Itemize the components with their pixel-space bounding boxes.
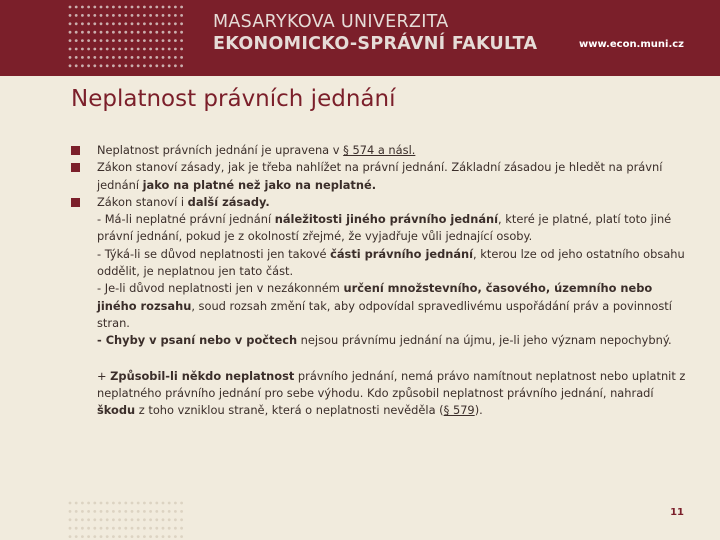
sub-paragraph: - Má-li neplatné právní jednání náležitosti jiného právního jednání, které je platné, platí toto jiné právní jednání, pokud je z okolností zřejmé, že vyjadřuje vůli jednající osoby. <box>97 212 672 244</box>
spacer <box>71 350 691 368</box>
sub-paragraph: - Je-li důvod neplatnosti jen v nezákonném určení množstevního, časového, územního nebo jiného rozsahu, soud rozsah změní tak, aby odpovídal spravedlivému uspořádání práv a povinností stran. <box>97 281 672 330</box>
square-bullet-icon <box>71 146 80 155</box>
bullet-item: Zákon stanoví i další zásady. <box>71 194 691 211</box>
law-reference-link[interactable]: § 579 <box>443 403 475 418</box>
faculty-name: EKONOMICKO-SPRÁVNÍ FAKULTA <box>213 34 538 54</box>
square-bullet-icon <box>71 163 80 172</box>
sub-paragraph: - Týká-li se důvod neplatnosti jen takové části právního jednání, kterou lze od jeho ostatního obsahu oddělit, je neplatnou jen tato část. <box>97 246 685 279</box>
university-name: MASARYKOVA UNIVERZITA <box>213 12 449 32</box>
sub-paragraph: + Způsobil-li někdo neplatnost právního jednání, nemá právo namítnout neplatnost nebo uplatnit z neplatného právního jednání pro sebe výhodu. Kdo způsobil neplatnost právního jednání, nahradí škodu z toho vzniklou straně, která o neplatnosti nevěděla (§ 579). <box>97 368 686 418</box>
website-url[interactable]: www.econ.muni.cz <box>578 39 684 50</box>
bullet-item: Neplatnost právních jednání je upravena v § 574 a násl. <box>71 142 691 159</box>
page-number: 11 <box>670 507 684 518</box>
header-bar <box>0 0 720 76</box>
slide-content <box>71 142 691 419</box>
bullet-item: Zákon stanoví zásady, jak je třeba nahlížet na právní jednání. Základní zásadou je hledět na právní jednání jako na platné než jako na neplatné. <box>71 159 691 194</box>
sub-paragraph: - Chyby v psaní nebo v počtech nejsou právnímu jednání na újmu, je-li jeho význam nepochybný. <box>97 333 672 348</box>
dot-pattern-logo <box>67 4 187 72</box>
footer-dot-pattern <box>67 500 187 540</box>
square-bullet-icon <box>71 198 80 207</box>
law-reference-link[interactable]: § 574 a násl. <box>343 143 416 157</box>
slide-title: Neplatnost právních jednání <box>71 86 396 112</box>
